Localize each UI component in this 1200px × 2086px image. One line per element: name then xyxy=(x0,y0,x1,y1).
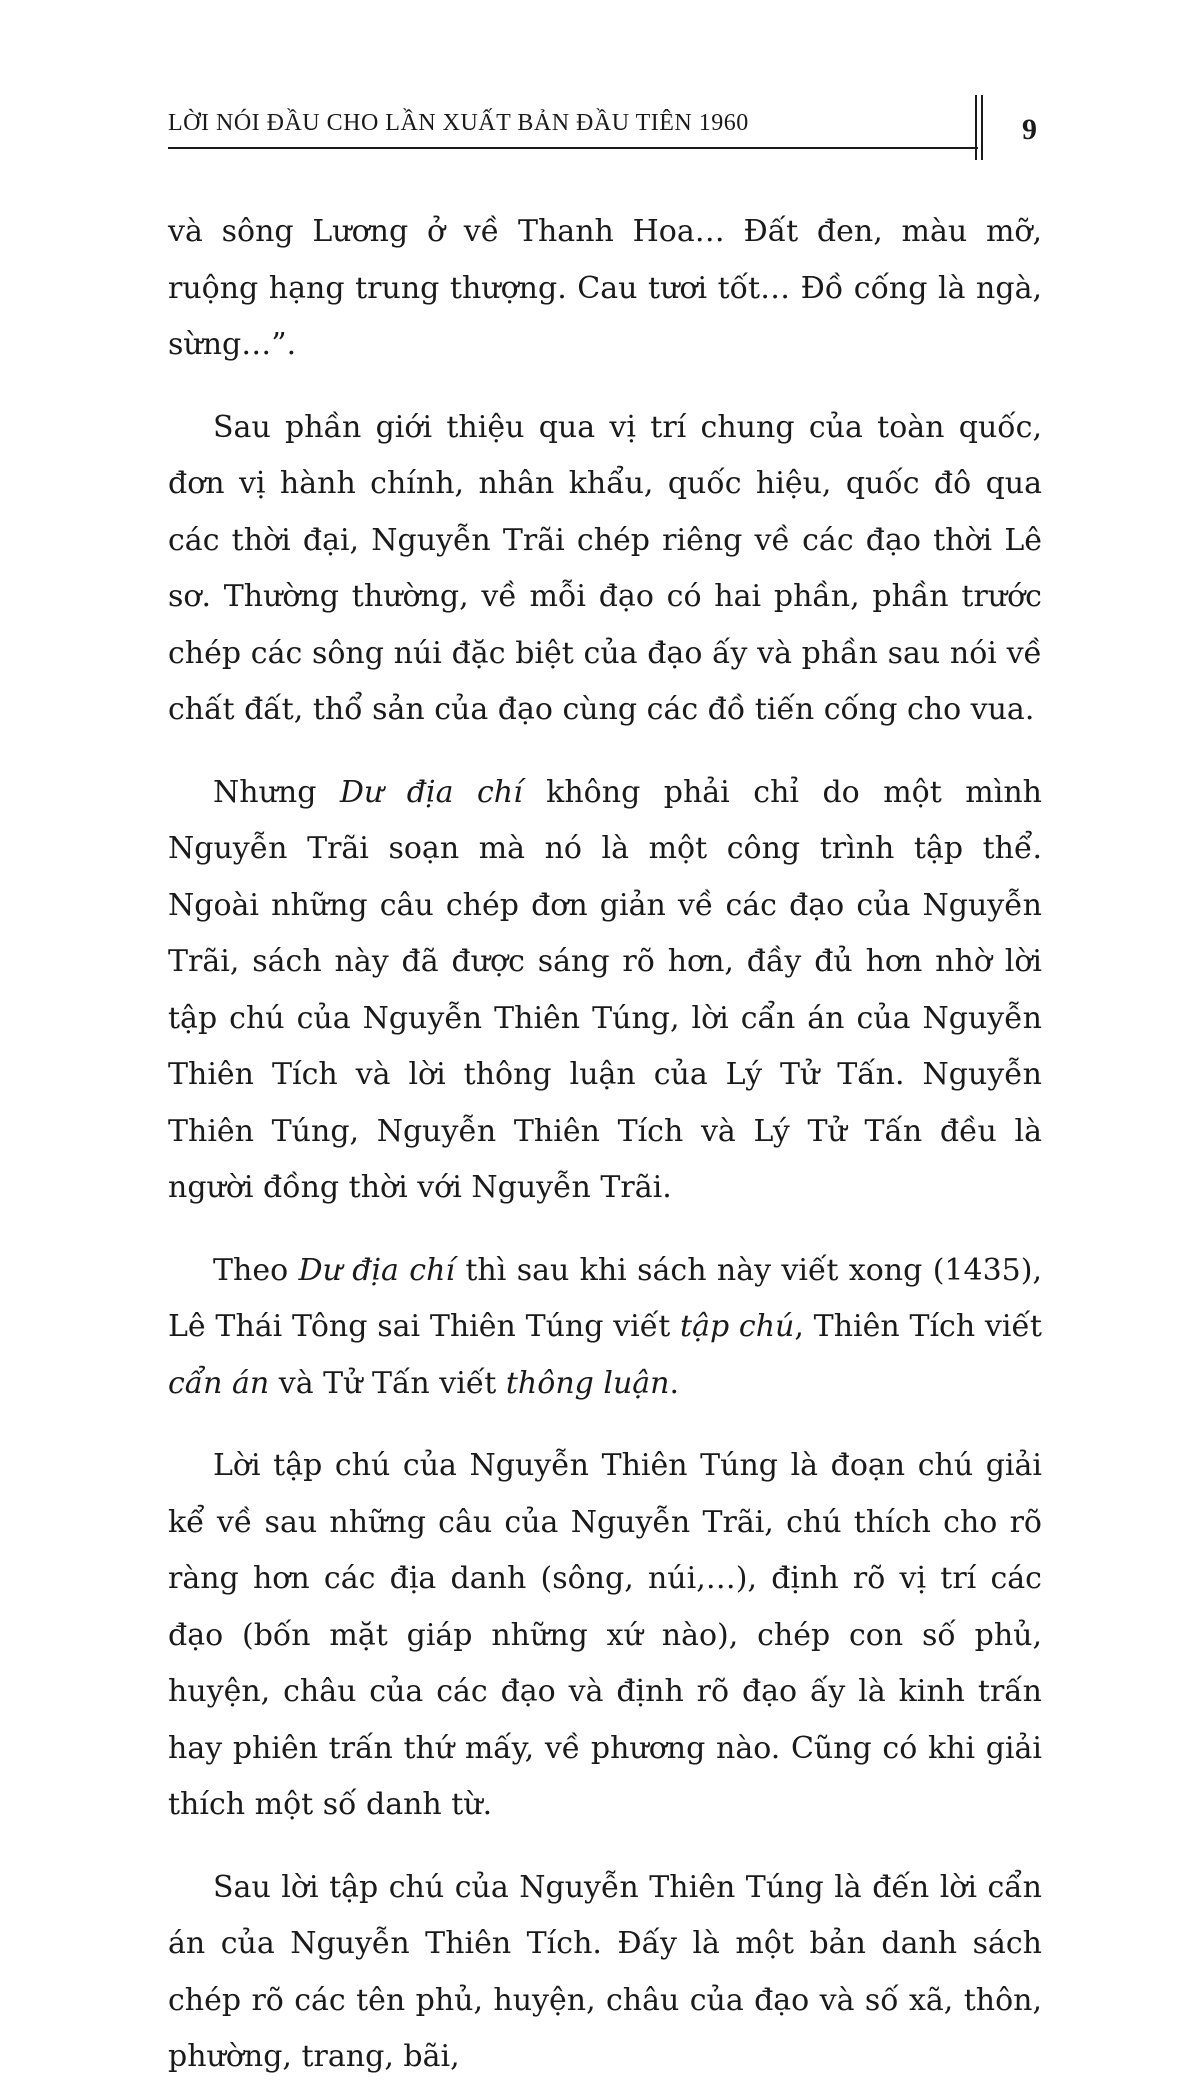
body-paragraph xyxy=(168,204,1042,374)
text-run: và Tử Tấn viết xyxy=(269,1365,506,1401)
body-paragraph xyxy=(168,1243,1042,1413)
page-body xyxy=(168,204,1042,2086)
italic-text-run: Dư địa chí xyxy=(298,1252,456,1288)
text-run: Theo xyxy=(213,1252,299,1288)
header-rule xyxy=(168,147,978,149)
body-paragraph xyxy=(168,1438,1042,1834)
text-run: . xyxy=(669,1365,680,1401)
text-run: Nhưng xyxy=(213,774,340,810)
text-run: Sau phần giới thiệu qua vị trí chung của toàn quốc, đơn vị hành chính, nhân khẩu, quốc hiệu, quốc đô qua các thời đại, Nguyễn Trãi chép riêng về các đạo thời Lê sơ. Thường thường, về mỗi đạo có hai phần, phần trước chép các sông núi đặc biệt của đạo ấy và phần sau nói về chất đất, thổ sản của đạo cùng các đồ tiến cống cho vua. xyxy=(168,409,1042,727)
page-number: 9 xyxy=(1022,113,1037,146)
italic-text-run: Dư địa chí xyxy=(339,774,523,810)
body-paragraph xyxy=(168,765,1042,1217)
body-paragraph xyxy=(168,1860,1042,2086)
italic-text-run: thông luận xyxy=(505,1365,670,1401)
italic-text-run: tập chú xyxy=(680,1309,795,1344)
text-run: , Thiên Tích viết xyxy=(794,1309,1042,1344)
body-paragraph xyxy=(168,400,1042,739)
italic-text-run: cẩn án xyxy=(168,1365,270,1401)
running-header xyxy=(168,100,978,150)
text-run: Lời tập chú của Nguyễn Thiên Túng là đoạn chú giải kể về sau những câu của Nguyễn Trãi, chú thích cho rõ ràng hơn các địa danh (sông, núi,…), định rõ vị trí các đạo (bốn mặt giáp những xứ nào), chép con số phủ, huyện, châu của các đạo và định rõ đạo ấy là kinh trấn hay phiên trấn thứ mấy, về phương nào. Cũng có khi giải thích một số danh từ. xyxy=(168,1448,1042,1822)
text-run: Sau lời tập chú của Nguyễn Thiên Túng là đến lời cẩn án của Nguyễn Thiên Tích. Đấy là một bản danh sách chép rõ các tên phủ, huyện, châu của đạo và số xã, thôn, phường, trang, bãi, xyxy=(168,1869,1042,2074)
running-title: LỜI NÓI ĐẦU CHO LẦN XUẤT BẢN ĐẦU TIÊN 1960 xyxy=(168,110,749,136)
text-run: thì sau khi sách này viết xong (1435), Lê Thái Tông sai Thiên Túng viết xyxy=(168,1252,1042,1344)
text-run: không phải chỉ do một mình Nguyễn Trãi soạn mà nó là một công trình tập thể. Ngoài những câu chép đơn giản về các đạo của Nguyễn Trãi, sách này đã được sáng rõ hơn, đầy đủ hơn nhờ lời tập chú của Nguyễn Thiên Túng, lời cẩn án của Nguyễn Thiên Tích và lời thông luận của Lý Tử Tấn. Nguyễn Thiên Túng, Nguyễn Thiên Tích và Lý Tử Tấn đều là người đồng thời với Nguyễn Trãi. xyxy=(168,774,1042,1205)
text-run: và sông Lương ở về Thanh Hoa… Đất đen, màu mỡ, ruộng hạng trung thượng. Cau tươi tốt… Đồ cống là ngà, sừng…”. xyxy=(168,214,1042,362)
header-divider xyxy=(975,95,983,160)
